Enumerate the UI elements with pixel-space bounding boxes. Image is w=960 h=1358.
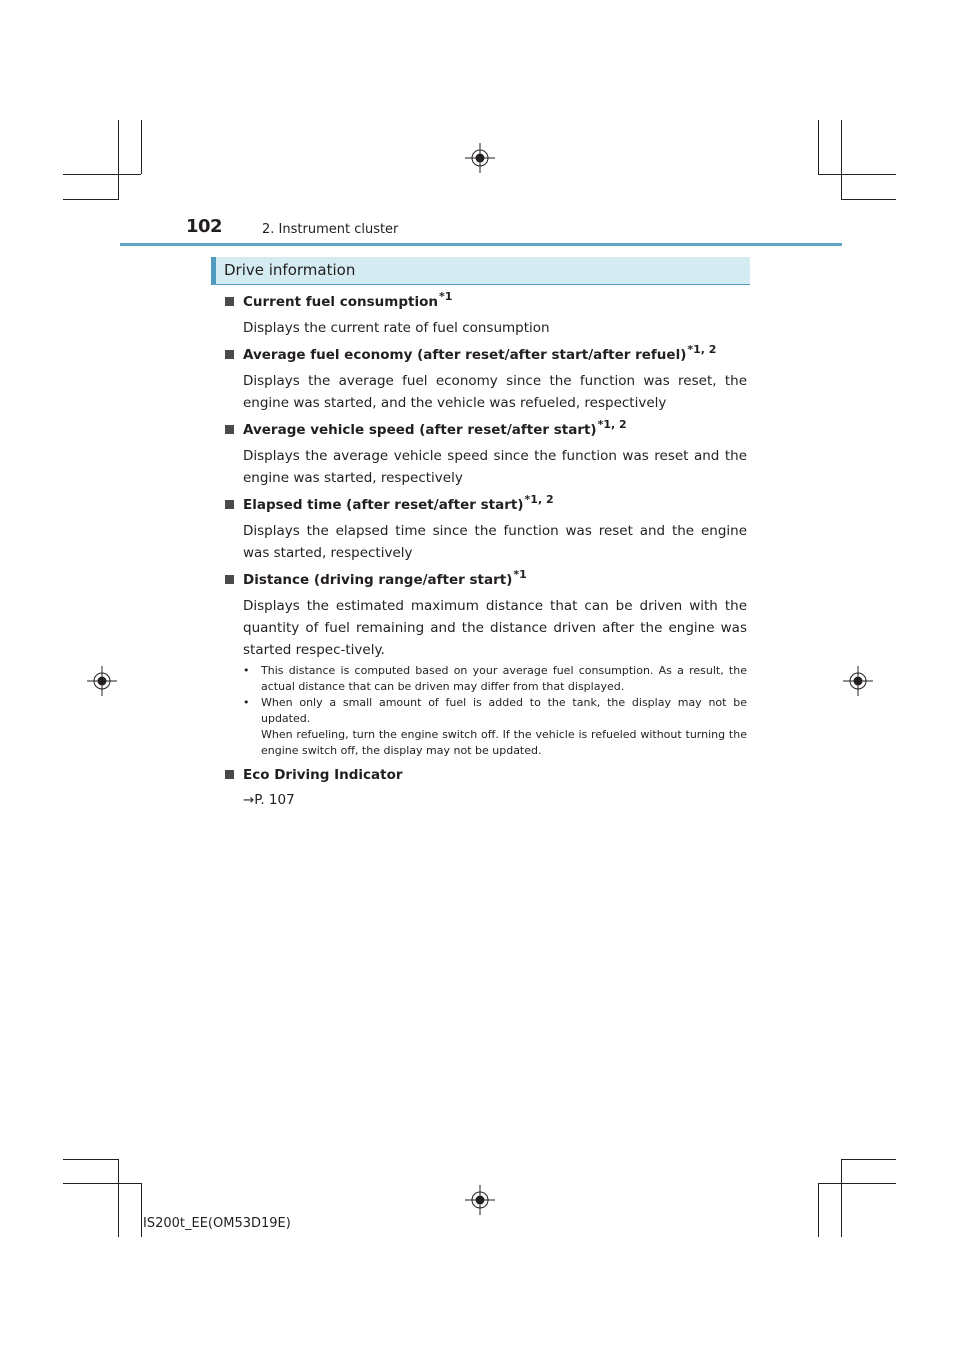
note-item — [243, 727, 747, 759]
crop-mark — [63, 1159, 119, 1160]
page-number: 102 — [186, 216, 223, 237]
item-description: Displays the elapsed time since the function was reset and the engine was started, respectively — [243, 523, 747, 561]
registration-mark-icon — [465, 1185, 495, 1215]
square-bullet-icon — [225, 575, 234, 584]
header-rule — [120, 243, 842, 246]
footnote-ref: *1, 2 — [687, 343, 717, 356]
bullet-dot-icon: • — [243, 696, 250, 709]
registration-mark-icon — [87, 666, 117, 696]
crop-mark — [841, 120, 842, 200]
item-title — [225, 570, 747, 591]
list-item — [225, 765, 747, 811]
crop-mark — [118, 1159, 119, 1237]
item-description: Displays the estimated maximum distance that can be driven with the quantity of fuel remaining and the distance driven after the engine was started respec-tively. — [243, 598, 747, 658]
registration-mark-icon — [465, 143, 495, 173]
item-title-text: Average fuel economy (after reset/after start/after refuel) — [243, 347, 687, 363]
square-bullet-icon — [225, 297, 234, 306]
item-title-text: Elapsed time (after reset/after start) — [243, 497, 524, 513]
item-title — [225, 292, 747, 313]
content — [225, 292, 747, 817]
item-title — [225, 495, 747, 516]
square-bullet-icon — [225, 770, 234, 779]
item-description: Displays the current rate of fuel consumption — [243, 320, 550, 336]
note-text: This distance is computed based on your average fuel consumption. As a result, the actual distance that can be driven may differ from that displayed. — [261, 664, 747, 693]
list-item — [225, 345, 747, 414]
item-title — [225, 345, 747, 366]
item-title — [225, 765, 747, 785]
crop-mark — [118, 120, 119, 200]
section-header — [211, 257, 750, 285]
crop-mark — [841, 1159, 896, 1160]
footnote-ref: *1, 2 — [597, 418, 627, 431]
square-bullet-icon — [225, 500, 234, 509]
item-title-text: Distance (driving range/after start) — [243, 572, 513, 588]
list-item — [225, 292, 747, 339]
item-title — [225, 420, 747, 441]
list-item — [225, 570, 747, 759]
item-description: Displays the average fuel economy since the function was reset, the engine was started, and the vehicle was refueled, respectively — [243, 373, 747, 411]
square-bullet-icon — [225, 350, 234, 359]
note-text: When refueling, turn the engine switch off. If the vehicle is refueled without turning the engine switch off, the display may not be updated. — [261, 728, 747, 757]
crop-mark — [818, 174, 896, 175]
crop-mark — [841, 1159, 842, 1237]
chapter-title: 2. Instrument cluster — [262, 222, 399, 237]
crop-mark — [63, 1183, 141, 1184]
note-item — [243, 663, 747, 695]
footnote-ref: *1 — [438, 290, 453, 303]
crop-mark — [63, 199, 119, 200]
section-title: Drive information — [224, 261, 356, 279]
crop-mark — [841, 199, 896, 200]
crop-mark — [818, 120, 819, 174]
item-title-text: Current fuel consumption — [243, 294, 438, 310]
note-text: When only a small amount of fuel is added to the tank, the display may not be updated. — [261, 696, 747, 725]
crop-mark — [141, 1183, 142, 1237]
registration-mark-icon — [843, 666, 873, 696]
bullet-dot-icon: • — [243, 664, 250, 677]
item-description: Displays the average vehicle speed since the function was reset and the engine was started, respectively — [243, 448, 747, 486]
square-bullet-icon — [225, 425, 234, 434]
item-title-text: Eco Driving Indicator — [243, 767, 403, 783]
list-item — [225, 420, 747, 489]
page-reference-link[interactable]: →P. 107 — [243, 792, 295, 808]
list-item — [225, 495, 747, 564]
crop-mark — [818, 1183, 819, 1237]
notes-list — [243, 663, 747, 759]
crop-mark — [141, 120, 142, 174]
crop-mark — [818, 1183, 896, 1184]
note-item — [243, 695, 747, 727]
document-code: IS200t_EE(OM53D19E) — [143, 1216, 291, 1231]
footnote-ref: *1 — [513, 568, 527, 581]
crop-mark — [63, 174, 141, 175]
footnote-ref: *1, 2 — [524, 493, 554, 506]
item-title-text: Average vehicle speed (after reset/after start) — [243, 422, 597, 438]
